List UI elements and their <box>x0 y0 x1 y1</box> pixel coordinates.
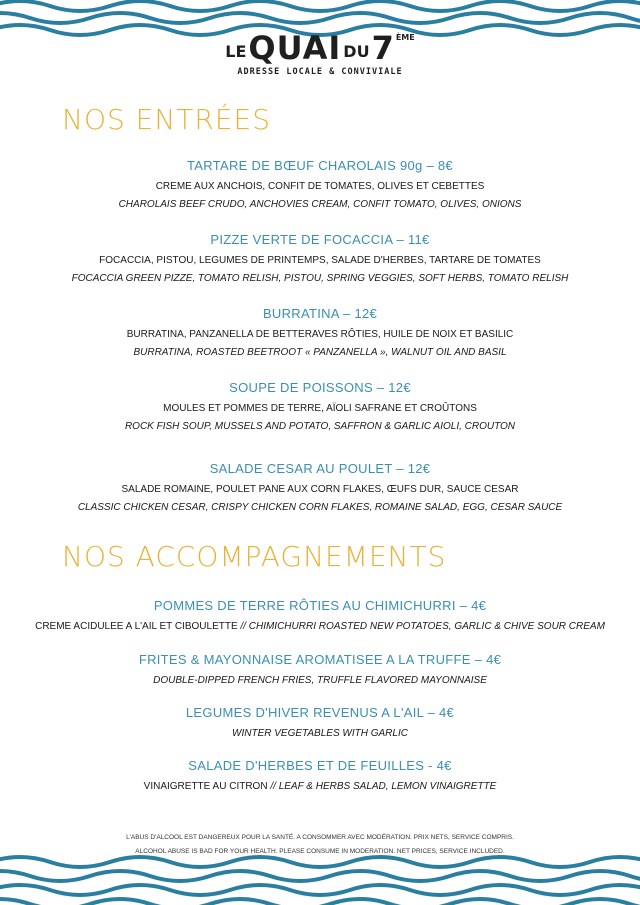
menu-item-title: SALADE CESAR AU POULET – 12€ <box>209 461 431 476</box>
menu-item <box>0 652 640 686</box>
menu-item-description <box>0 781 640 792</box>
menu-item-description-fr: SALADE ROMAINE, POULET PANE AUX CORN FLAKES, ŒUFS DUR, SAUCE CESAR <box>121 484 519 495</box>
menu-item-title: POMMES DE TERRE RÔTIES AU CHIMICHURRI – 4€ <box>153 598 487 613</box>
menu-item <box>0 705 640 739</box>
menu-item-description-fr: VINAIGRETTE AU CITRON <box>143 781 268 792</box>
logo-du: DU <box>343 42 370 61</box>
menu-item-title: PIZZE VERTE DE FOCACCIA – 11€ <box>210 232 430 247</box>
menu-item-description-en: WINTER VEGETABLES WITH GARLIC <box>232 728 408 739</box>
menu-item-title: FRITES & MAYONNAISE AROMATISEE A LA TRUFFE – 4€ <box>138 652 502 667</box>
menu-item-description-en: CHAROLAIS BEEF CRUDO, ANCHOVIES CREAM, CONFIT TOMATO, OLIVES, ONIONS <box>118 199 522 210</box>
restaurant-logo <box>0 29 640 77</box>
menu-item-description-en: CLASSIC CHICKEN CESAR, CRISPY CHICKEN CORN FLAKES, ROMAINE SALAD, EGG, CESAR SAUCE <box>77 502 563 513</box>
menu-item-description-en: BURRATINA, ROASTED BEETROOT « PANZANELLA », WALNUT OIL AND BASIL <box>133 347 507 358</box>
menu-item <box>0 598 640 632</box>
menu-item-description-en: FOCACCIA GREEN PIZZE, TOMATO RELISH, PISTOU, SPRING VEGGIES, SOFT HERBS, TOMATO RELISH <box>71 273 569 284</box>
menu-item-description <box>0 728 640 739</box>
section-title-accompagnements: NOS ACCOMPAGNEMENTS <box>62 540 447 573</box>
logo-name: QUAI <box>248 29 342 67</box>
logo-superscript: ÈME <box>395 33 415 42</box>
menu-item-description-en: CHIMICHURRI ROASTED NEW POTATOES, GARLIC & CHIVE SOUR CREAM <box>248 621 605 632</box>
menu-item-description-en: LEAF & HERBS SALAD, LEMON VINAIGRETTE <box>278 781 497 792</box>
section-title-entrees: NOS ENTRÉES <box>62 103 272 136</box>
menu-item-title: LEGUMES D'HIVER REVENUS A L'AIL – 4€ <box>185 705 455 720</box>
logo-wordmark <box>225 29 415 67</box>
logo-number: 7 <box>371 29 394 67</box>
bottom-wave-decoration <box>0 850 640 905</box>
menu-item-title: SALADE D'HERBES ET DE FEUILLES - 4€ <box>188 758 452 773</box>
logo-prefix: LE <box>225 42 247 61</box>
menu-item <box>0 158 640 210</box>
menu-item-description-fr: FOCACCIA, PISTOU, LEGUMES DE PRINTEMPS, SALADE D'HERBES, TARTARE DE TOMATES <box>99 255 541 266</box>
menu-item <box>0 232 640 284</box>
description-separator: // <box>267 781 279 792</box>
description-separator: // <box>237 621 249 632</box>
menu-item <box>0 306 640 358</box>
menu-item-description <box>0 621 640 632</box>
legal-notice-en: ALCOHOL ABUSE IS BAD FOR YOUR HEALTH. PLEASE CONSUME IN MODERATION. NET PRICES, SERVICE INCLUDED. <box>135 848 505 855</box>
menu-item-title: BURRATINA – 12€ <box>262 306 378 321</box>
menu-item-description-en: ROCK FISH SOUP, MUSSELS AND POTATO, SAFFRON & GARLIC AIOLI, CROUTON <box>124 421 516 432</box>
menu-item-description <box>0 675 640 686</box>
legal-notice-fr: L'ABUS D'ALCOOL EST DANGEREUX POUR LA SANTÉ. A CONSOMMER AVEC MODÉRATION. PRIX NETS, SERVICE COMPRIS. <box>126 834 514 841</box>
menu-item-title: TARTARE DE BŒUF CHAROLAIS 90g – 8€ <box>187 158 453 173</box>
menu-item-description-fr: MOULES ET POMMES DE TERRE, AÏOLI SAFRANE ET CROÛTONS <box>163 403 477 414</box>
logo-tagline: ADRESSE LOCALE & CONVIVIALE <box>237 67 403 77</box>
menu-item-title: SOUPE DE POISSONS – 12€ <box>229 380 411 395</box>
menu-item <box>0 758 640 792</box>
menu-item <box>0 461 640 513</box>
menu-item-description-fr: BURRATINA, PANZANELLA DE BETTERAVES RÔTIES, HUILE DE NOIX ET BASILIC <box>126 329 514 340</box>
menu-item-description-en: DOUBLE-DIPPED FRENCH FRIES, TRUFFLE FLAVORED MAYONNAISE <box>153 675 487 686</box>
menu-item-description-fr: CREME ACIDULEE A L'AIL ET CIBOULETTE <box>35 621 238 632</box>
menu-item <box>0 380 640 432</box>
menu-item-description-fr: CREME AUX ANCHOIS, CONFIT DE TOMATES, OLIVES ET CEBETTES <box>155 181 485 192</box>
